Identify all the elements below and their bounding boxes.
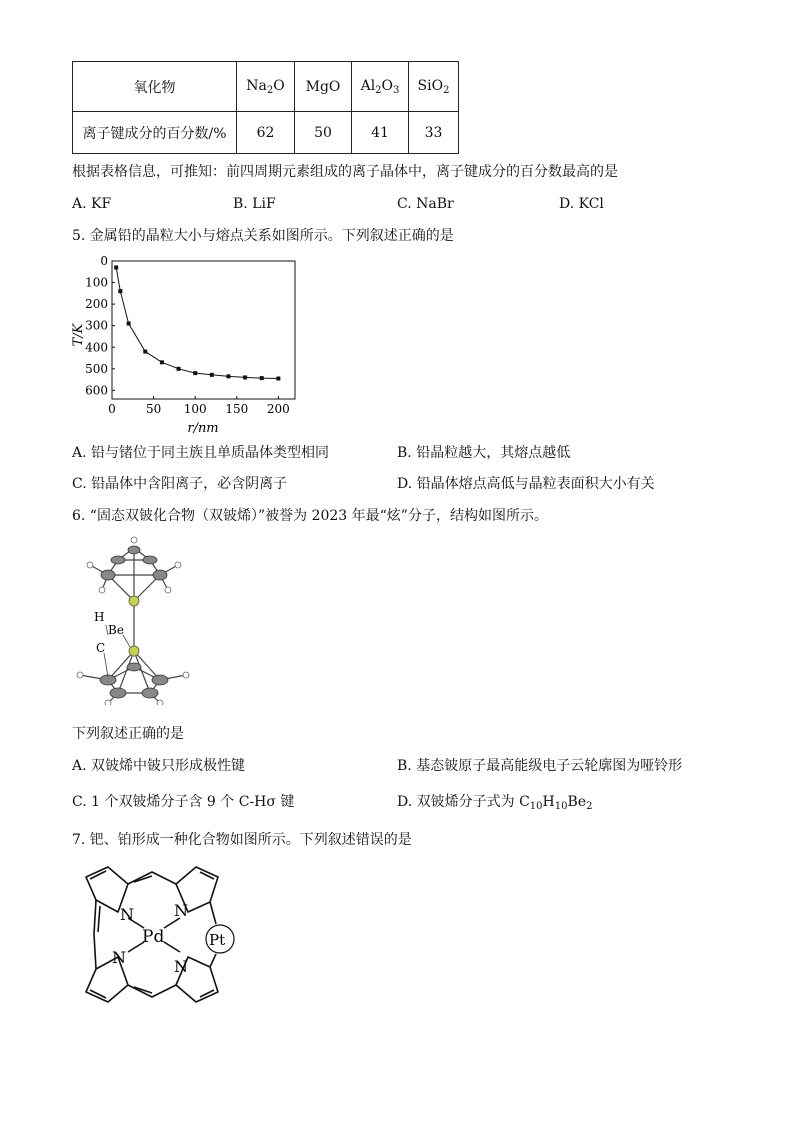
diberyllocene-structure: [68, 535, 198, 705]
data-point: [260, 376, 264, 380]
data-point: [143, 350, 147, 354]
x-tick-label: 150: [225, 402, 249, 416]
data-point: [193, 371, 197, 375]
label-h: H: [94, 610, 105, 624]
table-cell: 62: [237, 112, 295, 154]
table-header-oxide: 氧化物: [73, 62, 237, 112]
y-tick-label: 300: [85, 318, 108, 333]
label-n: N: [174, 957, 188, 976]
data-point: [243, 375, 247, 379]
q4-option-c: C. NaBr: [397, 196, 454, 212]
q5-stem: 5. 金属铅的晶粒大小与熔点关系如图所示。下列叙述正确的是: [72, 228, 454, 244]
table-col-sio2: SiO$_2$: [409, 62, 459, 112]
data-point: [160, 360, 164, 364]
oxide-table: [72, 61, 459, 154]
y-tick-label: 400: [85, 340, 108, 355]
q6-option-b: B. 基态铍原子最高能级电子云轮廓图为哑铃形: [397, 758, 683, 774]
y-axis-ticks: [85, 254, 115, 397]
label-pt: Pt: [209, 931, 226, 949]
table-col-mgo: MgO: [295, 62, 352, 112]
pd-pt-porphyrin-structure: [68, 862, 258, 1012]
table-col-al2o3: $Al_2O_3$: [352, 62, 409, 112]
q6-option-d: D. 双铍烯分子式为 $C_{10}H_{10}Be_2$: [397, 794, 593, 812]
q5-option-d: D. 铅晶体熔点高低与晶粒表面积大小有关: [397, 476, 655, 492]
data-point: [127, 322, 131, 326]
be-atom-bottom: [129, 646, 139, 656]
q5-option-a: A. 铅与锗位于同主族且单质晶体类型相同: [72, 445, 330, 461]
x-tick-label: 0: [108, 402, 116, 416]
be-atom-top: [129, 596, 139, 606]
q6-option-a: A. 双铍烯中铍只形成极性键: [72, 758, 246, 774]
series-points: [114, 265, 280, 380]
data-point: [210, 373, 214, 377]
q4-option-b: B. LiF: [233, 196, 276, 212]
x-tick-label: 200: [266, 402, 290, 416]
q5-option-b: B. 铅晶粒越大，其熔点越低: [397, 445, 571, 461]
table-header-ionic-percent: 离子键成分的百分数/%: [73, 112, 237, 154]
table-cell: 33: [409, 112, 459, 154]
y-tick-label: 0: [100, 254, 108, 268]
q4-option-a: A. KF: [72, 196, 112, 212]
label-be: Be: [108, 623, 124, 637]
q6-stem: 6. “固态双铍化合物（双铍烯）”被誉为 2023 年最“炫”分子，结构如图所示。: [72, 508, 548, 524]
q6-option-c: C. 1 个双铍烯分子含 9 个 C-Hσ 键: [72, 794, 295, 810]
y-axis-label: T/K: [71, 323, 86, 347]
q4-option-d: D. KCl: [559, 196, 604, 212]
x-axis-label: r/nm: [187, 421, 219, 436]
table-cell: 41: [352, 112, 409, 154]
melting-point-chart: [68, 250, 318, 440]
data-point: [114, 265, 118, 269]
data-point: [177, 367, 181, 371]
y-tick-label: 600: [85, 383, 108, 398]
y-tick-label: 500: [85, 361, 108, 376]
label-pd: Pd: [142, 927, 165, 947]
label-n: N: [174, 901, 188, 920]
data-point: [118, 289, 122, 293]
label-n: N: [112, 948, 126, 967]
label-c: C: [96, 641, 106, 655]
table-col-na2o: $Na_2O$: [237, 62, 295, 112]
series-line: [116, 268, 278, 379]
data-point: [226, 374, 230, 378]
table-cell: 50: [295, 112, 352, 154]
q7-stem: 7. 钯、铂形成一种化合物如图所示。下列叙述错误的是: [72, 832, 412, 848]
q5-option-c: C. 铅晶体中含阳离子，必含阴离子: [72, 476, 288, 492]
y-tick-label: 100: [85, 275, 108, 290]
data-point: [276, 377, 280, 381]
x-tick-label: 100: [183, 402, 207, 416]
y-tick-label: 200: [85, 297, 108, 312]
label-n: N: [120, 905, 134, 924]
q4-stem: 根据表格信息，可推知：前四周期元素组成的离子晶体中，离子键成分的百分数最高的是: [72, 164, 618, 180]
q6-follow: 下列叙述正确的是: [72, 726, 184, 742]
x-tick-label: 50: [145, 402, 162, 416]
